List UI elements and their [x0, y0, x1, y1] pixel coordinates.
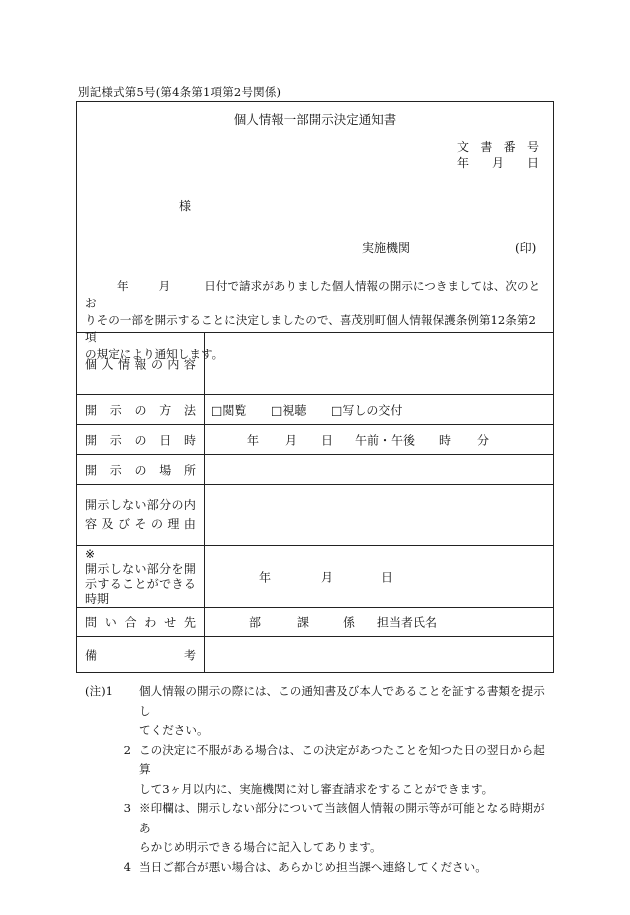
note-item: 2 この決定に不服がある場合は、この決定があつたことを知つた日の翌日から起算 して3ヶ月以内に、実施機関に対し審査請求をすることができます。	[123, 742, 545, 796]
agency-label: 実施機関	[362, 241, 411, 255]
label-disclosure-method: 開 示 の 方 法	[85, 403, 196, 417]
seal-mark: (印)	[515, 241, 537, 255]
issue-date: 年 月 日	[457, 156, 539, 170]
addressee-suffix: 様	[179, 199, 192, 213]
row-future-disclosure-period	[77, 546, 553, 608]
note-item: 4 当日ご都合が悪い場合は、あらかじめ担当課へ連絡してください。	[123, 859, 487, 874]
row-disclosure-method	[77, 395, 553, 425]
document-title: 個人情報一部開示決定通知書	[233, 112, 397, 127]
form-reference: 別記様式第5号(第4条第1項第2号関係)	[78, 85, 282, 99]
document-number-label: 文 書 番 号	[457, 140, 539, 154]
value-withheld-reason[interactable]	[205, 485, 553, 545]
notice-header	[77, 102, 553, 361]
label-disclosure-place: 開 示 の 場 所	[85, 463, 196, 477]
checkbox-copy-delivery[interactable]: □写しの交付	[331, 403, 403, 417]
row-disclosure-place	[77, 455, 553, 485]
row-disclosure-datetime	[77, 425, 553, 455]
value-contact[interactable]: 部 課 係 担当者氏名	[249, 615, 438, 630]
notice-form	[76, 101, 554, 673]
label-info-content: 個 人 情 報 の 内 容	[85, 357, 196, 371]
row-contact	[77, 608, 553, 637]
row-info-content	[77, 333, 553, 395]
checkbox-viewing[interactable]: □閲覧	[211, 403, 247, 417]
note-mark: ※	[85, 546, 96, 561]
label-contact: 問 い 合 わ せ 先	[85, 615, 196, 630]
note-item: (注)1 個人情報の開示の際には、この通知書及び本人であることを証する書類を提示し てください。	[85, 684, 545, 737]
checkbox-audiovisual[interactable]: □視聴	[271, 403, 307, 417]
row-remarks	[77, 637, 553, 672]
value-info-content[interactable]	[205, 333, 553, 394]
value-disclosure-place[interactable]	[205, 455, 553, 484]
value-disclosure-datetime[interactable]: 年 月 日 午前・午後 時 分	[247, 433, 490, 447]
notes-section	[85, 682, 555, 877]
value-remarks[interactable]	[205, 637, 553, 672]
notice-body: 年 月 日付で請求がありました個人情報の開示につきましては、次のとお りその一部を開示することに決定しましたので、喜茂別町個人情報保護条例第12条第2項 の規定により通知します。	[85, 279, 541, 361]
note-item: 3 ※印欄は、開示しない部分について当該個人情報の開示等が可能となる時期があ らかじめ明示できる場合に記入してあります。	[123, 801, 545, 854]
value-future-disclosure-period[interactable]: 年 月 日	[259, 570, 394, 584]
label-remarks: 備 考	[85, 648, 196, 662]
label-future-disclosure-period: ※ 開 示 し な い 部 分 を 開 示 す る こ と が で き る 時期	[85, 546, 196, 606]
label-disclosure-datetime: 開 示 の 日 時	[85, 433, 196, 447]
row-withheld-reason	[77, 485, 553, 546]
label-withheld-reason: 開 示 し な い 部 分 の 内 容 及 び そ の 理 由	[85, 498, 196, 531]
